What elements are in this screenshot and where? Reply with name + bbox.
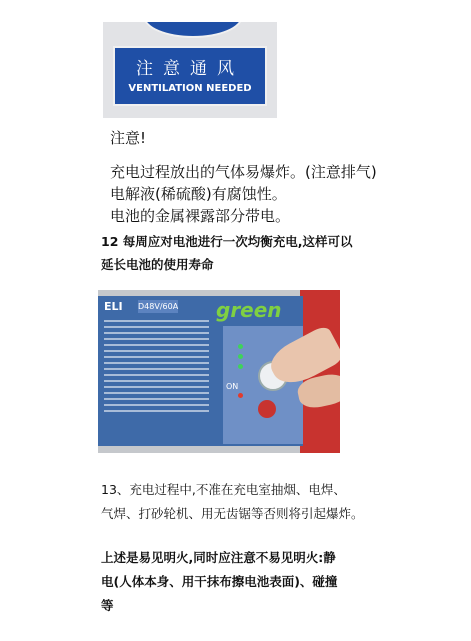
charger-front-panel	[98, 296, 303, 446]
note-line-1: 上述是易见明火,同时应注意不易见明火:静	[101, 550, 336, 565]
caution-line-1: 充电过程放出的气体易爆炸。(注意排气)	[110, 163, 377, 181]
charger-logo: green	[216, 298, 282, 322]
charger-instructions	[104, 320, 209, 440]
ventilation-sign-image	[103, 22, 277, 118]
item-12-line-1: 12 每周应对电池进行一次均衡充电,这样可以	[101, 234, 353, 249]
item-13-line-1: 13、充电过程中,不准在充电室抽烟、电焊、	[101, 482, 346, 497]
sign-arc	[143, 22, 243, 38]
sign-english-text: VENTILATION NEEDED	[128, 83, 252, 94]
caution-heading: 注意!	[110, 129, 147, 147]
led-green-2	[238, 354, 243, 359]
led-green-1	[238, 344, 243, 349]
charger-panel-image	[98, 290, 340, 453]
item-12-line-2: 延长电池的使用寿命	[101, 257, 214, 272]
sign-chinese-text: 注意通风	[136, 59, 244, 79]
sign-plate	[113, 46, 267, 106]
led-green-3	[238, 364, 243, 369]
led-red	[238, 393, 243, 398]
note-line-2: 电(人体本身、用干抹布擦电池表面)、碰撞	[101, 574, 338, 589]
caution-line-3: 电池的金属裸露部分带电。	[110, 207, 291, 225]
charger-brand: ELI	[104, 300, 123, 313]
led-on-label: ON	[226, 382, 239, 391]
charger-model: D48V/60A	[138, 302, 179, 311]
stop-button	[258, 400, 276, 418]
note-line-3: 等	[101, 598, 114, 613]
caution-line-2: 电解液(稀硫酸)有腐蚀性。	[110, 185, 287, 203]
item-13-line-2: 气焊、打砂轮机、用无齿锯等否则将引起爆炸。	[101, 506, 364, 521]
